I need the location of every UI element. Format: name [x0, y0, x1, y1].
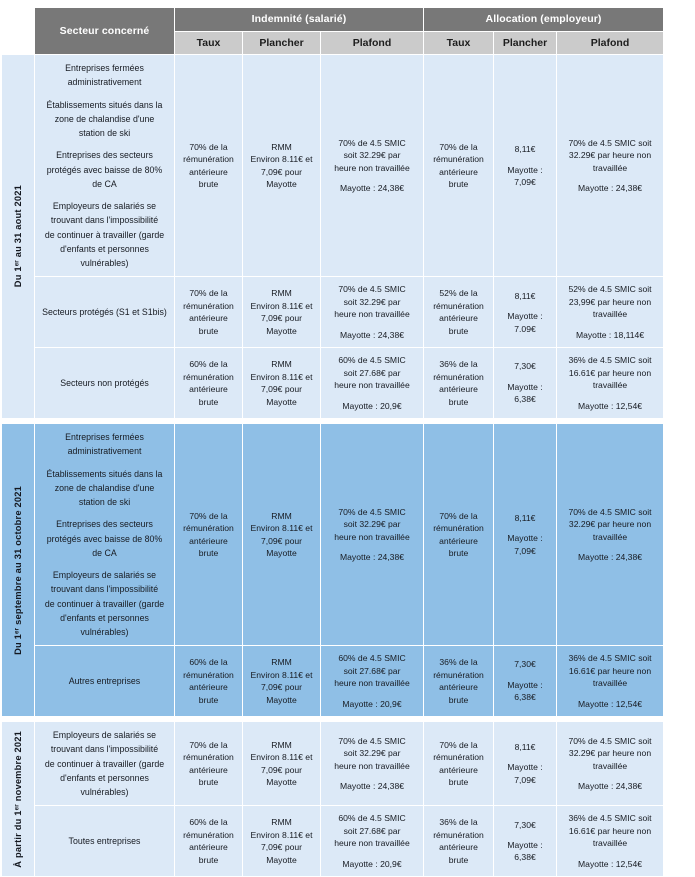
cell-sector-main: Autres entreprises: [68, 676, 141, 687]
cell-allocation-taux-main: 52% de la rémunération antérieure brute: [433, 288, 484, 336]
cell-sector: [35, 424, 175, 646]
cell-allocation-taux: [424, 277, 494, 348]
header-allocation-plancher: Plancher: [494, 32, 557, 55]
period-label-cell: [2, 722, 35, 877]
cell-allocation-plafond: [557, 277, 664, 348]
cell-indemnite-plafond: [321, 646, 424, 717]
cell-allocation-taux-main: 70% de la rémunération antérieure brute: [433, 739, 484, 788]
cell-allocation-plafond: [557, 55, 664, 277]
header-group-indemnite: Indemnité (salarié): [175, 8, 424, 32]
cell-indemnite-plancher-main: RMM Environ 8.11€ et 7,09€ pour Mayotte: [250, 288, 313, 336]
cell-sector: [35, 277, 175, 348]
cell-indemnite-plafond: [321, 277, 424, 348]
cell-allocation-plancher-main: 8,11€: [514, 290, 536, 301]
aid-table-page: [0, 7, 695, 869]
cell-sector-main: Toutes entreprises: [68, 836, 141, 847]
cell-indemnite-plafond-main: 70% de 4.5 SMIC soit 32.29€ par heure non travaillée: [334, 506, 410, 542]
cell-indemnite-plafond: [321, 424, 424, 646]
cell-indemnite-taux-main: 60% de la rémunération antérieure brute: [183, 359, 234, 407]
cell-allocation-taux-main: 36% de la rémunération antérieure brute: [433, 817, 484, 865]
cell-allocation-taux: [424, 646, 494, 717]
cell-sector: [35, 646, 175, 717]
cell-allocation-plancher: [494, 55, 557, 277]
cell-indemnite-plafond-main: 60% de 4.5 SMIC soit 27.68€ par heure non travaillée: [334, 813, 410, 849]
cell-allocation-plafond-mayotte: Mayotte : 24,38€: [578, 552, 643, 563]
cell-allocation-plancher-main: 7,30€: [514, 361, 536, 372]
period-label-cell: [2, 55, 35, 419]
cell-sector-main: Entreprises fermées administrativement Établissements situés dans la zone de chalandise d'une station de ski Entreprises des secteurs protégés avec baisse de 80% de CA Employeurs de salariés se trouvant dans l'impossibilité de continuer à travailler (garde d'enfants et personnes vulnérables): [44, 63, 165, 269]
cell-allocation-taux-main: 70% de la rémunération antérieure brute: [433, 510, 484, 559]
cell-allocation-taux-main: 36% de la rémunération antérieure brute: [433, 359, 484, 407]
cell-allocation-plafond-mayotte: Mayotte : 18,114€: [575, 329, 645, 340]
cell-indemnite-plafond: [321, 348, 424, 419]
table-row: [2, 277, 664, 348]
period-label: Du 1ᵉʳ au 31 aout 2021: [13, 185, 23, 288]
cell-indemnite-plafond-mayotte: Mayotte : 24,38€: [339, 329, 405, 340]
cell-indemnite-taux-main: 70% de la rémunération antérieure brute: [183, 510, 234, 559]
cell-sector: [35, 722, 175, 806]
cell-indemnite-taux: [175, 806, 243, 877]
cell-allocation-plancher-mayotte: Mayotte : 7,09€: [507, 164, 543, 187]
header-indemnite-plancher: Plancher: [243, 32, 321, 55]
cell-indemnite-plancher: [243, 348, 321, 419]
cell-indemnite-plancher: [243, 55, 321, 277]
cell-indemnite-plancher-main: RMM Environ 8.11€ et 7,09€ pour Mayotte: [250, 359, 313, 407]
cell-indemnite-plafond-main: 70% de 4.5 SMIC soit 32.29€ par heure non travaillée: [334, 137, 410, 173]
table-row: [2, 55, 664, 277]
cell-indemnite-taux-main: 60% de la rémunération antérieure brute: [183, 817, 234, 865]
cell-allocation-plafond-mayotte: Mayotte : 12,54€: [578, 400, 643, 411]
cell-allocation-plafond-main: 70% de 4.5 SMIC soit 32.29€ par heure non travaillée: [568, 735, 652, 771]
cell-allocation-plancher: [494, 424, 557, 646]
cell-indemnite-taux: [175, 424, 243, 646]
cell-allocation-plancher-mayotte: Mayotte : 7,09€: [507, 533, 543, 556]
header-indemnite-plafond: Plafond: [321, 32, 424, 55]
cell-sector-main: Secteurs non protégés: [60, 377, 149, 388]
cell-allocation-taux-main: 36% de la rémunération antérieure brute: [433, 657, 484, 705]
table-header: [2, 8, 664, 55]
cell-indemnite-plafond: [321, 806, 424, 877]
cell-allocation-plafond-main: 36% de 4.5 SMIC soit 16.61€ par heure non travaillée: [568, 653, 652, 689]
cell-allocation-plafond-main: 70% de 4.5 SMIC soit 32.29€ par heure non travaillée: [568, 137, 652, 173]
cell-indemnite-plafond-mayotte: Mayotte : 24,38€: [339, 781, 405, 792]
cell-indemnite-plancher-main: RMM Environ 8.11€ et 7,09€ pour Mayotte: [250, 510, 313, 559]
cell-allocation-plafond-mayotte: Mayotte : 12,54€: [578, 698, 643, 709]
table-row: [2, 806, 664, 877]
cell-allocation-plancher: [494, 277, 557, 348]
header-period-spacer: [2, 8, 35, 55]
cell-indemnite-plafond-mayotte: Mayotte : 20,9€: [342, 698, 402, 709]
cell-allocation-taux: [424, 55, 494, 277]
cell-allocation-plancher-mayotte: Mayotte : 7.09€: [507, 311, 543, 334]
cell-indemnite-plafond-mayotte: Mayotte : 24,38€: [339, 552, 405, 563]
cell-allocation-plafond-main: 36% de 4.5 SMIC soit 16.61€ par heure non travaillée: [568, 813, 652, 849]
table-body: [2, 55, 664, 877]
cell-allocation-plafond: [557, 722, 664, 806]
cell-indemnite-taux-main: 70% de la rémunération antérieure brute: [183, 739, 234, 788]
cell-allocation-taux: [424, 424, 494, 646]
cell-indemnite-plafond: [321, 722, 424, 806]
activite-partielle-rates-table: [1, 7, 664, 877]
cell-allocation-plancher: [494, 646, 557, 717]
header-group-allocation: Allocation (employeur): [424, 8, 664, 32]
table-row: [2, 722, 664, 806]
cell-sector-main: Secteurs protégés (S1 et S1bis): [42, 307, 167, 318]
cell-allocation-taux: [424, 806, 494, 877]
cell-indemnite-plancher: [243, 277, 321, 348]
period-label-cell: [2, 424, 35, 717]
table-row: [2, 348, 664, 419]
cell-indemnite-taux-main: 70% de la rémunération antérieure brute: [183, 141, 234, 190]
cell-indemnite-plafond: [321, 55, 424, 277]
cell-allocation-plancher: [494, 722, 557, 806]
cell-allocation-plancher-mayotte: Mayotte : 6,38€: [507, 679, 543, 703]
header-sector: Secteur concerné: [35, 8, 175, 55]
header-allocation-plafond: Plafond: [557, 32, 664, 55]
period-label: À partir du 1ᵉʳ novembre 2021: [13, 730, 23, 868]
cell-indemnite-plafond-main: 60% de 4.5 SMIC soit 27.68€ par heure non travaillée: [334, 653, 410, 689]
header-allocation-taux: Taux: [424, 32, 494, 55]
period-label: Du 1ᵉʳ septembre au 31 octobre 2021: [13, 485, 23, 655]
cell-indemnite-taux: [175, 722, 243, 806]
cell-allocation-taux: [424, 348, 494, 419]
cell-allocation-plafond: [557, 806, 664, 877]
cell-indemnite-plafond-main: 70% de 4.5 SMIC soit 32.29€ par heure non travaillée: [334, 284, 410, 320]
cell-indemnite-plancher: [243, 722, 321, 806]
cell-indemnite-taux: [175, 348, 243, 419]
cell-allocation-plancher-mayotte: Mayotte : 6,38€: [507, 381, 543, 405]
cell-allocation-plafond-mayotte: Mayotte : 24,38€: [578, 183, 643, 194]
cell-allocation-taux: [424, 722, 494, 806]
cell-allocation-plancher-main: 7,30€: [514, 819, 536, 830]
cell-indemnite-taux-main: 70% de la rémunération antérieure brute: [183, 288, 234, 336]
cell-allocation-taux-main: 70% de la rémunération antérieure brute: [433, 141, 484, 190]
cell-allocation-plancher-main: 7,30€: [514, 659, 536, 670]
cell-allocation-plancher: [494, 806, 557, 877]
header-indemnite-taux: Taux: [175, 32, 243, 55]
cell-sector-main: Employeurs de salariés se trouvant dans l'impossibilité de continuer à travailler (garde d'enfants et personnes vulnérables): [44, 730, 165, 798]
cell-sector: [35, 348, 175, 419]
cell-sector: [35, 806, 175, 877]
cell-allocation-plancher-main: 8,11€: [514, 742, 536, 752]
header-row-groups: [2, 8, 664, 32]
cell-indemnite-plancher: [243, 806, 321, 877]
table-row: [2, 646, 664, 717]
cell-allocation-plafond-main: 36% de 4.5 SMIC soit 16.61€ par heure non travaillée: [568, 355, 652, 391]
cell-indemnite-plancher-main: RMM Environ 8.11€ et 7,09€ pour Mayotte: [250, 141, 313, 190]
cell-allocation-plafond-mayotte: Mayotte : 12,54€: [578, 858, 643, 869]
cell-indemnite-plafond-main: 60% de 4.5 SMIC soit 27.68€ par heure non travaillée: [334, 355, 410, 391]
cell-allocation-plafond: [557, 646, 664, 717]
cell-allocation-plafond: [557, 348, 664, 419]
cell-allocation-plancher-main: 8,11€: [514, 144, 536, 155]
cell-allocation-plafond: [557, 424, 664, 646]
cell-indemnite-plancher: [243, 424, 321, 646]
cell-indemnite-taux: [175, 277, 243, 348]
cell-indemnite-taux: [175, 55, 243, 277]
cell-sector-main: Entreprises fermées administrativement Établissements situés dans la zone de chalandise d'une station de ski Entreprises des secteurs protégés avec baisse de 80% de CA Employeurs de salariés se trouvant dans l'impossibilité de continuer à travailler (garde d'enfants et personnes vulnérables): [44, 432, 165, 637]
cell-allocation-plafond-main: 52% de 4.5 SMIC soit 23,99€ par heure non travaillée: [568, 284, 652, 320]
cell-allocation-plafond-mayotte: Mayotte : 24,38€: [578, 781, 643, 792]
cell-indemnite-plafond-mayotte: Mayotte : 24,38€: [339, 183, 405, 194]
cell-indemnite-plancher-main: RMM Environ 8.11€ et 7,09€ pour Mayotte: [250, 657, 313, 705]
cell-indemnite-plancher: [243, 646, 321, 717]
cell-sector: [35, 55, 175, 277]
cell-allocation-plancher: [494, 348, 557, 419]
cell-indemnite-taux-main: 60% de la rémunération antérieure brute: [183, 657, 234, 705]
cell-allocation-plancher-mayotte: Mayotte : 7,09€: [507, 762, 543, 785]
cell-indemnite-taux: [175, 646, 243, 717]
cell-allocation-plafond-main: 70% de 4.5 SMIC soit 32.29€ par heure non travaillée: [568, 506, 652, 542]
cell-allocation-plancher-main: 8,11€: [514, 512, 536, 523]
cell-indemnite-plancher-main: RMM Environ 8.11€ et 7,09€ pour Mayotte: [250, 817, 313, 865]
cell-indemnite-plancher-main: RMM Environ 8.11€ et 7,09€ pour Mayotte: [250, 739, 313, 788]
cell-indemnite-plafond-mayotte: Mayotte : 20,9€: [342, 400, 402, 411]
cell-indemnite-plafond-main: 70% de 4.5 SMIC soit 32.29€ par heure non travaillée: [334, 735, 410, 771]
cell-allocation-plancher-mayotte: Mayotte : 6,38€: [507, 839, 543, 863]
cell-indemnite-plafond-mayotte: Mayotte : 20,9€: [342, 858, 402, 869]
table-row: [2, 424, 664, 646]
